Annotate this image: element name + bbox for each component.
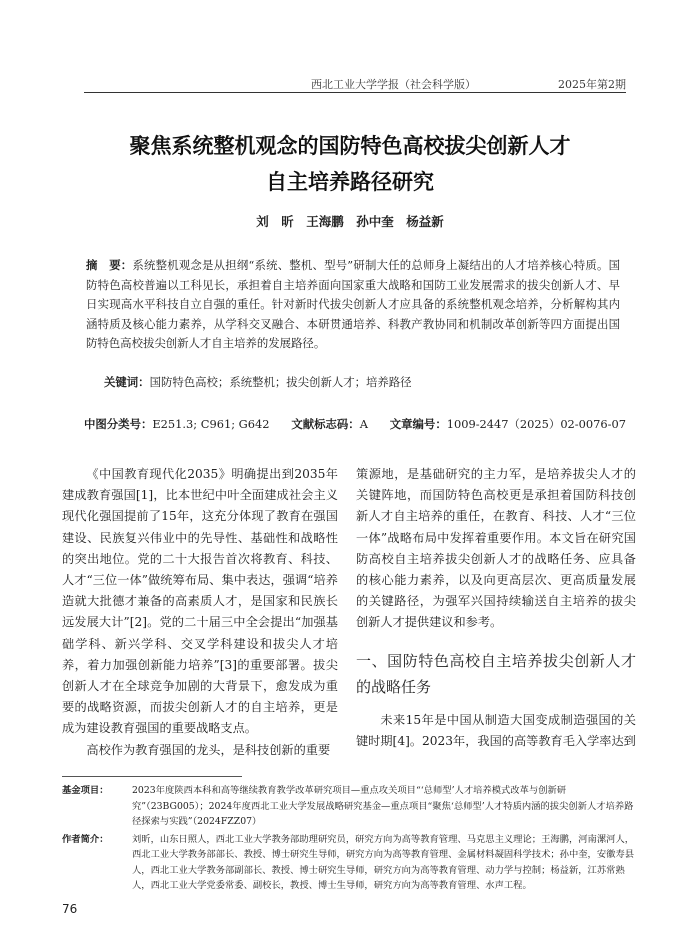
- running-header: [84, 72, 626, 93]
- paragraph: 《中国教育现代化2035》明确提出到2035年建成教育强国[1]，比本世纪中叶全面建成社会主义现代化强国提前了15年，这充分体现了教育在强国建设、民族复兴伟业中的先导性、基础性和战略性的突出地位。党的二十大报告首次将教育、科技、人才“三位一体”做统筹布局、集中表达，强调“培养造就大批德才兼备的高素质人才，是国家和民族长远发展大计”[2]。党的二十届三中全会提出“加强基础学科、新兴学科、交叉学科建设和拔尖人才培养，着力加强创新能力培养”[3]的重要部署。拔尖创新人才在全球竞争加剧的大背景下，愈发成为重要的战略资源，而拔尖创新人才的自主培养，更是成为建设教育强国的重要战略支点。: [62, 467, 338, 736]
- author-list: 刘 昕 王海鹏 孙中奎 杨益新: [256, 214, 444, 229]
- paragraph: 未来15年是中国从制造大国变成制造强国的关键时期[4]。2023年，我国的高等教育毛入学率达到: [356, 712, 636, 748]
- article-number-label: 文章编号：: [389, 417, 447, 431]
- body-column-left: [62, 464, 338, 761]
- author-bio-text: 刘昕，山东日照人，西北工业大学教务部助理研究员，研究方向为高等教育管理、马克思主义理论；王海鹏，河南漯河人，西北工业大学教务部部长、教授、博士研究生导师，研究方向为高等教育管理、金属材料凝固科学技术；孙中奎，安徽寿县人，西北工业大学教务部副部长、教授、博士研究生导师，研究方向为高等教育管理、动力学与控制；杨益新，江苏常熟人，西北工业大学党委常委、副校长，教授、博士生导师，研究方向为高等教育管理、水声工程。: [132, 833, 635, 891]
- clc-label: 中图分类号：: [84, 417, 153, 431]
- document-code: [291, 416, 368, 432]
- article-number: [390, 416, 626, 432]
- doc-code-value: A: [359, 417, 368, 431]
- paragraph: 高校作为教育强国的龙头，是科技创新的重要: [86, 742, 331, 757]
- keywords-label: 关键词：: [104, 375, 150, 389]
- abstract-text: 系统整机观念是从担纲“系统、整机、型号”研制大任的总师身上凝结出的人才培养核心特质。国防特色高校普遍以工科见长，承担着自主培养面向国家重大战略和国防工业发展需求的拔尖创新人才、早日实现高水平科技自立自强的重任。针对新时代拔尖创新人才应具备的系统整机观念培养，分析解构其内涵特质及核心能力素养，从学科交叉融合、本研贯通培养、科教产教协同和机制改革创新等四方面提出国防特色高校拔尖创新人才自主培养的发展路径。: [86, 258, 620, 350]
- fund-note: [62, 783, 638, 830]
- doc-code-label: 文献标志码：: [291, 417, 360, 431]
- keywords: [104, 374, 620, 390]
- journal-name: 西北工业大学学报（社会科学版）: [311, 78, 476, 91]
- paragraph: 策源地，是基础研究的主力军，是培养拔尖人才的关键阵地，而国防特色高校更是承担着国防科技创新人才自主培养的重任，在教育、科技、人才“三位一体”战略布局中发挥着重要作用。本文旨在研究国防高校自主培养拔尖创新人才的战略任务、应具备的核心能力素养，以及向更高层次、更高质量发展的关键路径，为强军兴国持续输送自主培养的拔尖创新人才提供建议和参考。: [356, 467, 636, 630]
- section-heading: 一、国防特色高校自主培养拔尖创新人才的战略任务: [356, 651, 636, 696]
- issue-label: 2025年第2期: [558, 78, 626, 91]
- clc-number: [84, 416, 270, 432]
- footnote-divider: [62, 776, 242, 777]
- fund-label: 基金项目：: [62, 785, 109, 796]
- page-number: 76: [62, 902, 78, 916]
- fund-text: 2023年度陕西本科和高等继续教育教学改革研究项目—重点攻关项目“‘总师型’人才培养模式改革与创新研究”（23BG005）；2024年度西北工业大学发展战略研究基金—重点项目“聚焦‘总师型’人才特质内涵的拔尖创新人才培养路径探索与实践”（2024FZZ07）: [132, 785, 634, 827]
- title-line-1: 聚焦系统整机观念的国防特色高校拔尖创新人才: [129, 134, 571, 158]
- title-line-2: 自主培养路径研究: [266, 170, 434, 194]
- body-column-right: [356, 464, 636, 752]
- article-number-value: 1009-2447（2025）02-0076-07: [446, 417, 626, 431]
- clc-value: E251.3; C961; G642: [152, 417, 270, 431]
- author-note: [62, 832, 638, 894]
- keywords-text: 国防特色高校；系统整机；拔尖创新人才；培养路径: [149, 375, 412, 389]
- footnotes: [62, 783, 638, 896]
- author-bio-label: 作者简介：: [62, 833, 109, 845]
- paper-title: [60, 128, 640, 200]
- classification-line: [84, 416, 626, 432]
- abstract-label: 摘 要：: [86, 258, 133, 272]
- abstract: [86, 256, 620, 354]
